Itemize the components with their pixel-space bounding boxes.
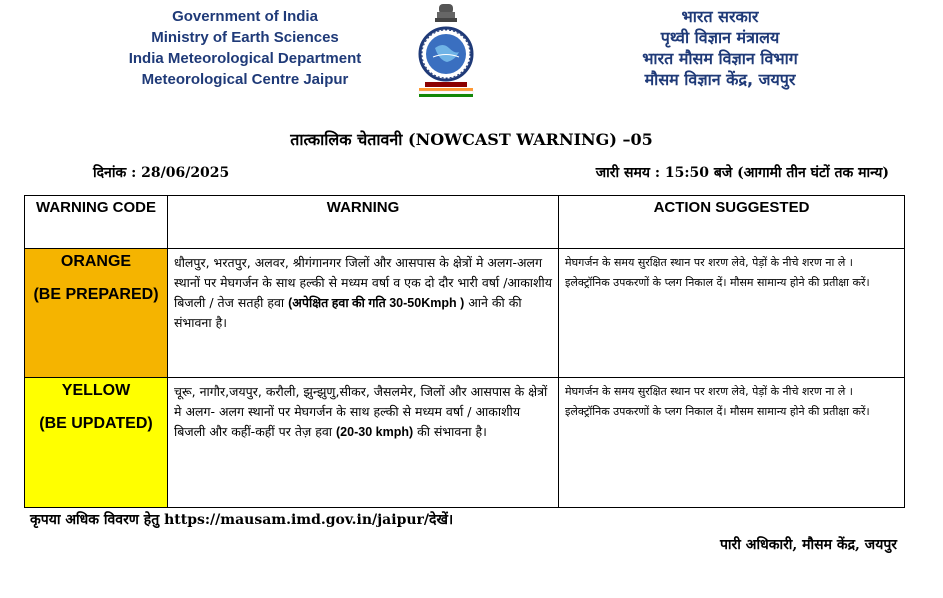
header-action: ACTION SUGGESTED (559, 196, 905, 249)
header-hindi (560, 6, 880, 90)
imd-emblem-icon (415, 2, 477, 102)
yellow-warning-text: चूरू, नागौर,जयपुर, करौली, झुन्झुणु,सीकर, जैसलमेर, जिलों और आसपास के क्षेत्रों मे अलग- अलग स्थानों पर मेघगर्जन के साथ हल्की से मध्यम वर्षा / आकाशीय बिजली और कहीं-कहीं पर तेज़ हवा (174, 384, 548, 439)
yellow-code: YELLOW (61, 382, 131, 399)
header-warning: WARNING (168, 196, 559, 249)
yellow-sub: (BE UPDATED) (39, 415, 153, 432)
header-english (100, 6, 390, 90)
header-warning-code: WARNING CODE (25, 196, 168, 249)
orange-warning-cell (168, 249, 559, 378)
orange-warning-text: धौलपुर, भरतपुर, अलवर, श्रीगंगानगर जिलों और आसपास के क्षेत्रों मे अलग-अलग स्थानों पर मेघगर्जन के साथ हल्की से मध्यम वर्षा व एक दो दौर भारी वर्षा /आकाशीय बिजली / तेज सतही हवा (174, 255, 553, 310)
header-en-line1: Government of India (172, 8, 318, 25)
orange-code-cell (25, 249, 168, 378)
issue-date: दिनांक : 28/06/2025 (93, 165, 230, 181)
page-title: तात्कालिक चेतावनी (NOWCAST WARNING) –05 (290, 130, 653, 149)
header-hi-line1: भारत सरकार (681, 7, 759, 26)
signoff: पारी अधिकारी, मौसम केंद्र, जयपुर (719, 537, 897, 553)
footer-suffix: देखें। (429, 512, 454, 528)
orange-warning-bold: (अपेक्षित हवा की गति 30-50Kmph ) (288, 296, 465, 310)
header-hi-line3: भारत मौसम विज्ञान विभाग (642, 49, 798, 68)
yellow-warning-cell (168, 378, 559, 508)
yellow-warning-bold: (20-30 kmph) (336, 425, 414, 439)
yellow-warning-tail: की संभावना है। (417, 424, 487, 439)
header-hi-line2: पृथ्वी विज्ञान मंत्रालय (660, 28, 780, 47)
header-hi-line4: मौसम विज्ञान केंद्र, जयपुर (644, 70, 796, 89)
table-header-row (25, 196, 905, 249)
orange-warning-tail: आने की की संभावना है। (174, 295, 522, 330)
warning-table (24, 195, 905, 508)
orange-action-cell: मेघगर्जन के समय सुरक्षित स्थान पर शरण लेवे, पेड़ों के नीचे शरण ना ले । इलेक्ट्रॉनिक उपकरणों के प्लग निकाल दें। मौसम सामान्य होने की प्रतीक्षा करें। (559, 249, 905, 378)
yellow-action-cell: मेघगर्जन के समय सुरक्षित स्थान पर शरण लेवे, पेड़ों के नीचे शरण ना ले । इलेक्ट्रॉनिक उपकरणों के प्लग निकाल दें। मौसम सामान्य होने की प्रतीक्षा करें। (559, 378, 905, 508)
header-en-line2: Ministry of Earth Sciences (151, 29, 339, 46)
header-en-line4: Meteorological Centre Jaipur (141, 71, 349, 88)
header-en-line3: India Meteorological Department (128, 50, 362, 67)
issue-time: जारी समय : 15:50 बजे (आगामी तीन घंटों तक मान्य) (595, 165, 889, 181)
footer-note (30, 510, 453, 529)
yellow-code-cell (25, 378, 168, 508)
orange-code: ORANGE (60, 253, 132, 270)
footer-prefix: कृपया अधिक विवरण हेतु (30, 512, 160, 528)
orange-sub: (BE PREPARED) (33, 286, 159, 303)
table-row (25, 378, 905, 508)
table-row (25, 249, 905, 378)
details-link[interactable]: https://mausam.imd.gov.in/jaipur/ (164, 512, 430, 528)
